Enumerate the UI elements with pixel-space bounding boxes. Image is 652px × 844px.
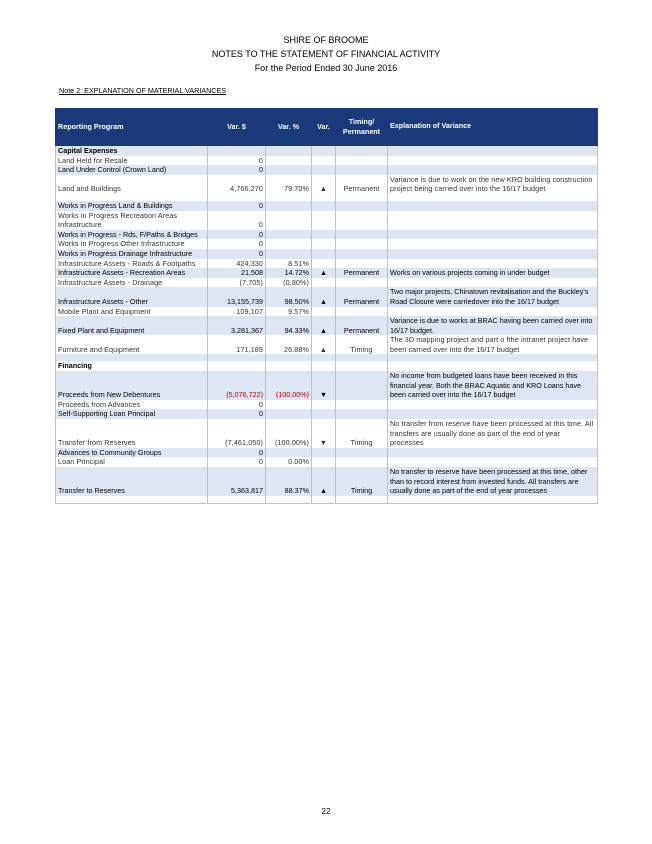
var-pct-cell: 98.50% bbox=[266, 287, 312, 306]
program-cell: Proceeds from Advances bbox=[56, 400, 208, 410]
var-dollar-cell: 0 bbox=[208, 249, 266, 259]
var-dollar-cell: 109,107 bbox=[208, 307, 266, 317]
explanation-cell: The 3D mapping project and part o fthe intranet project have been carried over into the 16/17 budget bbox=[388, 335, 598, 354]
page-number: 22 bbox=[321, 807, 331, 816]
program-cell: Advances to Community Groups bbox=[56, 448, 208, 458]
table-row bbox=[56, 335, 598, 354]
explanation-cell bbox=[388, 496, 598, 504]
program-cell: Works in Progress Recreation Areas Infrastructure bbox=[56, 211, 208, 230]
timing-cell bbox=[336, 249, 388, 259]
var-arrow-icon: ▲ bbox=[312, 335, 336, 354]
explanation-cell bbox=[388, 307, 598, 317]
explanation-cell bbox=[388, 259, 598, 269]
var-dollar-cell bbox=[208, 354, 266, 361]
table-row bbox=[56, 194, 598, 201]
program-cell: Infrastructure Assets - Roads & Footpaths bbox=[56, 259, 208, 269]
program-cell: Works in Progress - Rds, F/Paths & Bridges bbox=[56, 230, 208, 240]
var-pct-cell bbox=[266, 496, 312, 504]
timing-cell: Permanent bbox=[336, 316, 388, 335]
table-row bbox=[56, 354, 598, 361]
var-dollar-cell: 0 bbox=[208, 201, 266, 211]
var-dollar-cell: 0 bbox=[208, 239, 266, 249]
var-arrow-icon: ▲ bbox=[312, 287, 336, 306]
program-cell bbox=[56, 496, 208, 504]
var-arrow-icon: ▼ bbox=[312, 371, 336, 400]
var-pct-cell bbox=[266, 239, 312, 249]
table-row bbox=[56, 249, 598, 259]
timing-cell: Timing bbox=[336, 335, 388, 354]
var-dollar-cell: 0 bbox=[208, 230, 266, 240]
var-arrow-icon bbox=[312, 201, 336, 211]
var-arrow-icon bbox=[312, 259, 336, 269]
timing-cell bbox=[336, 361, 388, 371]
timing-cell bbox=[336, 165, 388, 175]
header-var: Var. bbox=[312, 108, 336, 146]
header-var-pct: Var. % bbox=[266, 108, 312, 146]
timing-cell: Timing bbox=[336, 419, 388, 448]
var-arrow-icon: ▼ bbox=[312, 419, 336, 448]
report-header bbox=[0, 33, 652, 75]
var-dollar-cell bbox=[208, 194, 266, 201]
var-pct-cell: 79.70% bbox=[266, 175, 312, 194]
var-arrow-icon bbox=[312, 194, 336, 201]
var-dollar-cell: (7,461,050) bbox=[208, 419, 266, 448]
table-row bbox=[56, 230, 598, 240]
var-arrow-icon bbox=[312, 211, 336, 230]
table-row bbox=[56, 146, 598, 156]
table-row bbox=[56, 201, 598, 211]
var-dollar-cell: 0 bbox=[208, 156, 266, 166]
explanation-cell bbox=[388, 354, 598, 361]
var-dollar-cell: (5,076,722) bbox=[208, 371, 266, 400]
table-row bbox=[56, 457, 598, 467]
program-cell bbox=[56, 194, 208, 201]
header-var-dollar: Var. $ bbox=[208, 108, 266, 146]
program-cell: Transfer to Reserves bbox=[56, 467, 208, 496]
variance-table bbox=[55, 108, 598, 504]
program-cell: Furniture and Equipment bbox=[56, 335, 208, 354]
timing-cell bbox=[336, 201, 388, 211]
explanation-cell: No income from budgeted loans have been received in this financial year. Both the BRAC Aquatic and KRO Loans have been carried over into the 16/17 budget bbox=[388, 371, 598, 400]
table-row bbox=[56, 287, 598, 306]
var-arrow-icon bbox=[312, 496, 336, 504]
program-cell: Proceeds from New Debentures bbox=[56, 371, 208, 400]
var-dollar-cell: 4,766,270 bbox=[208, 175, 266, 194]
program-cell: Works in Progress Land & Buildings bbox=[56, 201, 208, 211]
timing-cell bbox=[336, 146, 388, 156]
var-arrow-icon bbox=[312, 361, 336, 371]
header-program: Reporting Program bbox=[56, 108, 208, 146]
timing-cell bbox=[336, 156, 388, 166]
program-cell: Land Under Control (Crown Land) bbox=[56, 165, 208, 175]
explanation-cell: Two major projects, Chinatown revitalisation and the Buckley's Road Closure were carriedover into the 16/17 budget bbox=[388, 287, 598, 306]
var-dollar-cell: 171,189 bbox=[208, 335, 266, 354]
header-explanation: Explanation of Variance bbox=[388, 108, 598, 146]
timing-cell bbox=[336, 496, 388, 504]
explanation-cell bbox=[388, 201, 598, 211]
var-pct-cell bbox=[266, 409, 312, 419]
table-row bbox=[56, 419, 598, 448]
var-arrow-icon bbox=[312, 448, 336, 458]
var-pct-cell bbox=[266, 230, 312, 240]
var-arrow-icon bbox=[312, 307, 336, 317]
table-row bbox=[56, 361, 598, 371]
program-cell: Infrastructure Assets - Drainage bbox=[56, 278, 208, 288]
table-body bbox=[56, 146, 598, 503]
var-arrow-icon bbox=[312, 400, 336, 410]
var-pct-cell: 26.88% bbox=[266, 335, 312, 354]
table-row bbox=[56, 448, 598, 458]
var-pct-cell bbox=[266, 400, 312, 410]
explanation-cell bbox=[388, 165, 598, 175]
timing-cell: Timing bbox=[336, 467, 388, 496]
timing-cell bbox=[336, 371, 388, 400]
timing-cell bbox=[336, 409, 388, 419]
var-pct-cell: (0.80%) bbox=[266, 278, 312, 288]
var-pct-cell bbox=[266, 361, 312, 371]
var-pct-cell: (100.00%) bbox=[266, 371, 312, 400]
explanation-cell bbox=[388, 239, 598, 249]
var-pct-cell: 88.37% bbox=[266, 467, 312, 496]
program-cell: Land and Buildings bbox=[56, 175, 208, 194]
timing-cell bbox=[336, 211, 388, 230]
program-cell bbox=[56, 354, 208, 361]
var-dollar-cell: 13,155,739 bbox=[208, 287, 266, 306]
var-dollar-cell bbox=[208, 496, 266, 504]
explanation-cell: No transfer from reserve have been processed at this time. All transfers are usually done as part of the end of year processes bbox=[388, 419, 598, 448]
timing-cell bbox=[336, 354, 388, 361]
var-arrow-icon: ▲ bbox=[312, 268, 336, 278]
table-row bbox=[56, 156, 598, 166]
table-row bbox=[56, 316, 598, 335]
program-cell: Infrastructure Assets - Recreation Areas bbox=[56, 268, 208, 278]
var-dollar-cell: 0 bbox=[208, 409, 266, 419]
table-row bbox=[56, 211, 598, 230]
var-dollar-cell: 0 bbox=[208, 211, 266, 230]
var-pct-cell bbox=[266, 165, 312, 175]
var-arrow-icon bbox=[312, 239, 336, 249]
table-row bbox=[56, 467, 598, 496]
var-pct-cell bbox=[266, 194, 312, 201]
org-name: SHIRE OF BROOME bbox=[283, 35, 369, 45]
var-dollar-cell bbox=[208, 146, 266, 156]
explanation-cell bbox=[388, 400, 598, 410]
explanation-cell bbox=[388, 278, 598, 288]
timing-cell bbox=[336, 194, 388, 201]
var-dollar-cell: 3,281,367 bbox=[208, 316, 266, 335]
var-arrow-icon bbox=[312, 230, 336, 240]
var-arrow-icon bbox=[312, 409, 336, 419]
table-row bbox=[56, 165, 598, 175]
table-row bbox=[56, 371, 598, 400]
explanation-cell bbox=[388, 156, 598, 166]
table-row bbox=[56, 268, 598, 278]
var-pct-cell: 9.57% bbox=[266, 307, 312, 317]
explanation-cell bbox=[388, 249, 598, 259]
timing-cell bbox=[336, 448, 388, 458]
var-dollar-cell: 0 bbox=[208, 165, 266, 175]
var-dollar-cell: 0 bbox=[208, 457, 266, 467]
timing-cell: Permanent bbox=[336, 268, 388, 278]
report-title: NOTES TO THE STATEMENT OF FINANCIAL ACTIVITY bbox=[211, 49, 441, 59]
explanation-cell bbox=[388, 194, 598, 201]
explanation-cell bbox=[388, 457, 598, 467]
program-cell: Land Held for Resale bbox=[56, 156, 208, 166]
var-dollar-cell bbox=[208, 361, 266, 371]
var-pct-cell: 8.51% bbox=[266, 259, 312, 269]
table-row bbox=[56, 307, 598, 317]
var-dollar-cell: 5,363,817 bbox=[208, 467, 266, 496]
var-arrow-icon bbox=[312, 249, 336, 259]
var-dollar-cell: 424,330 bbox=[208, 259, 266, 269]
var-pct-cell: 14.72% bbox=[266, 268, 312, 278]
var-arrow-icon bbox=[312, 165, 336, 175]
explanation-cell: Variance is due to work on the new KRO building construction project being carried over into the 16/17 budget bbox=[388, 175, 598, 194]
program-cell: Infrastructure Assets - Other bbox=[56, 287, 208, 306]
explanation-cell: Works on various projects coming in under budget bbox=[388, 268, 598, 278]
explanation-cell bbox=[388, 230, 598, 240]
var-dollar-cell: 0 bbox=[208, 400, 266, 410]
var-arrow-icon: ▲ bbox=[312, 316, 336, 335]
timing-cell: Permanent bbox=[336, 175, 388, 194]
var-pct-cell bbox=[266, 146, 312, 156]
var-pct-cell bbox=[266, 201, 312, 211]
program-cell: Works in Progress Other Infrastructure bbox=[56, 239, 208, 249]
var-pct-cell bbox=[266, 448, 312, 458]
timing-cell bbox=[336, 239, 388, 249]
timing-cell bbox=[336, 307, 388, 317]
timing-cell bbox=[336, 278, 388, 288]
var-dollar-cell: (7,705) bbox=[208, 278, 266, 288]
var-arrow-icon bbox=[312, 278, 336, 288]
var-arrow-icon bbox=[312, 354, 336, 361]
explanation-cell: Variance is due to works at BRAC having been carried over into 16/17 budget. bbox=[388, 316, 598, 335]
table-row bbox=[56, 175, 598, 194]
explanation-cell bbox=[388, 448, 598, 458]
var-dollar-cell: 21,508 bbox=[208, 268, 266, 278]
explanation-cell bbox=[388, 409, 598, 419]
program-cell: Capital Expenses bbox=[56, 146, 208, 156]
program-cell: Financing bbox=[56, 361, 208, 371]
timing-cell bbox=[336, 230, 388, 240]
var-arrow-icon bbox=[312, 457, 336, 467]
program-cell: Works in Progress Drainage Infrastructure bbox=[56, 249, 208, 259]
timing-cell bbox=[336, 259, 388, 269]
program-cell: Loan Principal bbox=[56, 457, 208, 467]
var-pct-cell: 94.33% bbox=[266, 316, 312, 335]
table-row bbox=[56, 278, 598, 288]
explanation-cell: No transfer to reserve have been processed at this time, other than to record interest from invested funds. All transfers are usually done as part of the end of year processes bbox=[388, 467, 598, 496]
timing-cell bbox=[336, 457, 388, 467]
explanation-cell bbox=[388, 211, 598, 230]
note-title: Note 2: EXPLANATION OF MATERIAL VARIANCES bbox=[59, 86, 227, 95]
explanation-cell bbox=[388, 361, 598, 371]
var-arrow-icon bbox=[312, 156, 336, 166]
program-cell: Self-Supporting Loan Principal bbox=[56, 409, 208, 419]
program-cell: Fixed Plant and Equipment bbox=[56, 316, 208, 335]
var-pct-cell: (100.00%) bbox=[266, 419, 312, 448]
var-pct-cell bbox=[266, 211, 312, 230]
var-arrow-icon: ▲ bbox=[312, 175, 336, 194]
var-dollar-cell: 0 bbox=[208, 448, 266, 458]
timing-cell: Permanent bbox=[336, 287, 388, 306]
table-row bbox=[56, 239, 598, 249]
var-arrow-icon: ▲ bbox=[312, 467, 336, 496]
table-row bbox=[56, 409, 598, 419]
var-pct-cell bbox=[266, 156, 312, 166]
report-period: For the Period Ended 30 June 2016 bbox=[254, 63, 398, 73]
header-timing: Timing/ Permanent bbox=[336, 108, 388, 146]
table-row bbox=[56, 259, 598, 269]
var-pct-cell: 0.00% bbox=[266, 457, 312, 467]
program-cell: Transfer from Reserves bbox=[56, 419, 208, 448]
var-pct-cell bbox=[266, 249, 312, 259]
var-arrow-icon bbox=[312, 146, 336, 156]
explanation-cell bbox=[388, 146, 598, 156]
var-pct-cell bbox=[266, 354, 312, 361]
program-cell: Mobile Plant and Equipment bbox=[56, 307, 208, 317]
table-row bbox=[56, 400, 598, 410]
table-row bbox=[56, 496, 598, 504]
timing-cell bbox=[336, 400, 388, 410]
table-header-row bbox=[56, 108, 598, 146]
